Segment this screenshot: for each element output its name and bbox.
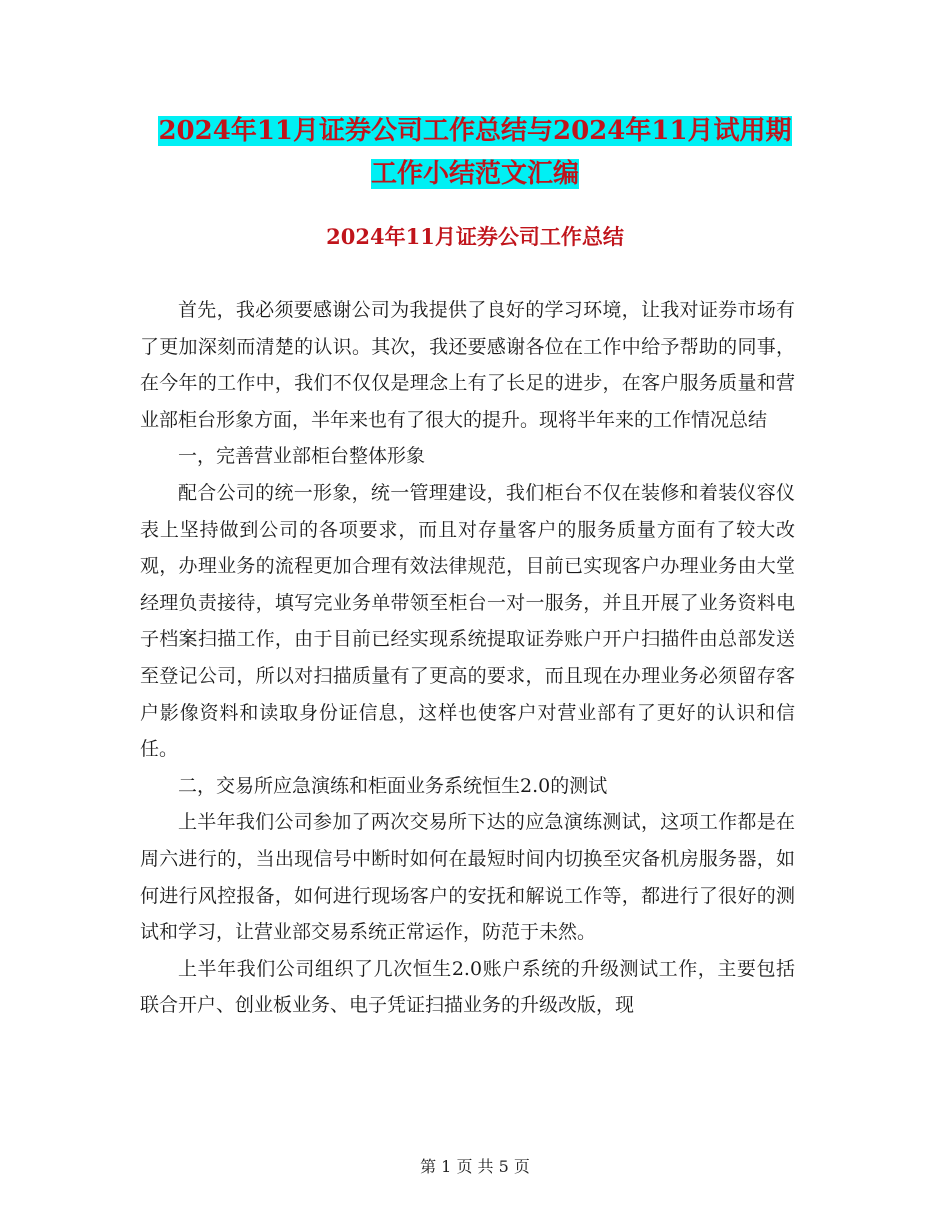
paragraph: 首先，我必须要感谢公司为我提供了良好的学习环境，让我对证券市场有了更加深刻而清楚的认识。其次，我还要感谢各位在工作中给予帮助的同事，在今年的工作中，我们不仅仅是理念上有了长足的进步，在客户服务质量和营业部柜台形象方面，半年来也有了很大的提升。现将半年来的工作情况总结 (140, 299, 795, 431)
title-highlight: 工作小结范文汇编 (370, 159, 579, 189)
document-body (140, 292, 795, 1024)
page-footer: 第 1 页 共 5 页 (420, 1157, 530, 1176)
paragraph: 上半年我们公司参加了两次交易所下达的应急演练测试，这项工作都是在周六进行的，当出现信号中断时如何在最短时间内切换至灾备机房服务器，如何进行风控报备，如何进行现场客户的安抚和解说工作等，都进行了很好的测试和学习，让营业部交易系统正常运作，防范于未然。 (140, 811, 795, 944)
document-title-line-2 (0, 156, 950, 192)
section-title: 2024年11月证券公司工作总结 (326, 224, 624, 249)
paragraph: 二，交易所应急演练和柜面业务系统恒生2.0的测试 (178, 774, 608, 797)
paragraph: 配合公司的统一形象，统一管理建设，我们柜台不仅在装修和着装仪容仪表上坚持做到公司的各项要求，而且对存量客户的服务质量方面有了较大改观，办理业务的流程更加合理有效法律规范，目前已实现客户办理业务由大堂经理负责接待，填写完业务单带领至柜台一对一服务，并且开展了业务资料电子档案扫描工作，由于目前已经实现系统提取证券账户开户扫描件由总部发送至登记公司，所以对扫描质量有了更高的要求，而且现在办理业务必须留存客户影像资料和读取身份证信息，这样也使客户对营业部有了更好的认识和信任。 (140, 481, 795, 761)
paragraph: 上半年我们公司组织了几次恒生2.0账户系统的升级测试工作，主要包括联合开户、创业板业务、电子凭证扫描业务的升级改版，现 (140, 957, 795, 1017)
paragraph: 一，完善营业部柜台整体形象 (178, 445, 426, 468)
document-title-line-1 (0, 113, 950, 149)
title-highlight: 2024年11月证券公司工作总结与2024年11月试用期 (158, 116, 792, 146)
